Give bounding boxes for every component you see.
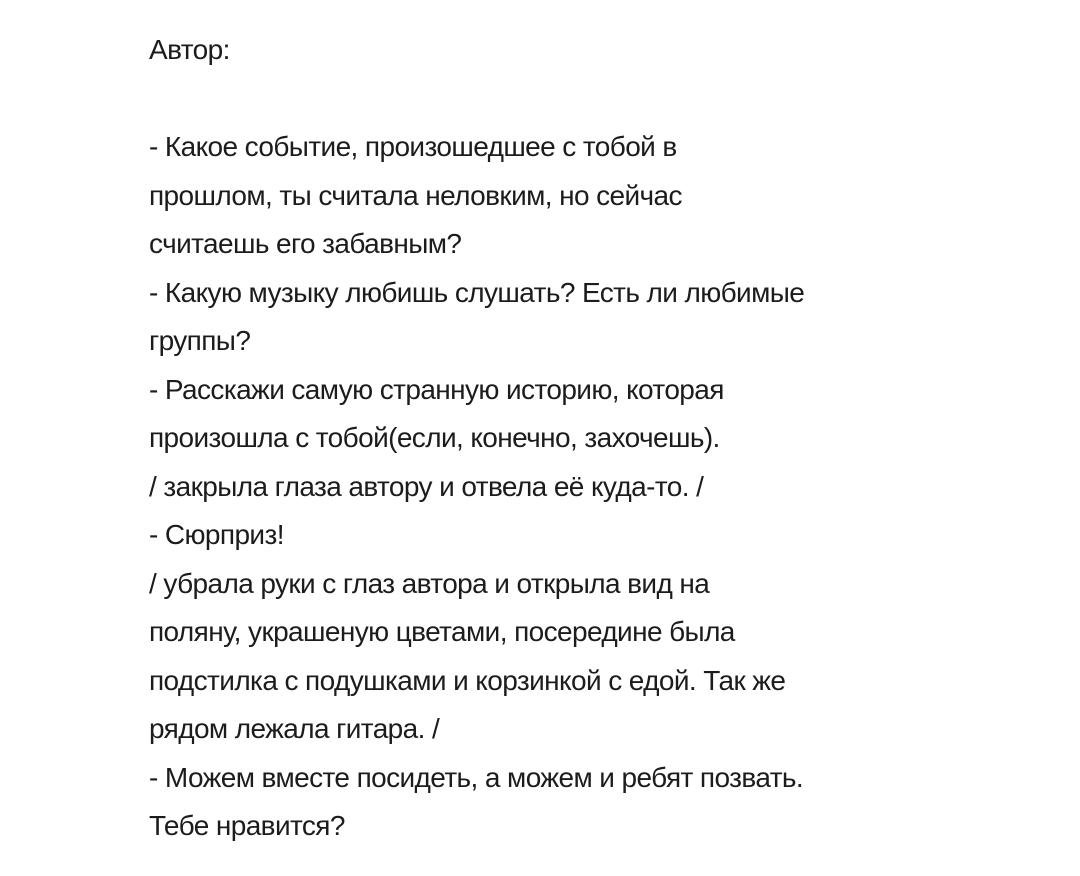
text-line: рядом лежала гитара. / — [149, 713, 440, 744]
text-line: прошлом, ты считала неловким, но сейчас — [149, 179, 682, 211]
blank-line — [149, 75, 1029, 124]
text-block — [149, 26, 1029, 851]
text-line: / закрыла глаза автору и отвела её куда-то. / — [149, 470, 704, 502]
text-line: - Какое событие, произошедшее с тобой в — [149, 131, 677, 162]
author-heading: Автор: — [149, 34, 230, 65]
text-line: Тебе нравится? — [149, 810, 345, 841]
text-line: - Расскажи самую странную историю, которая — [149, 373, 724, 405]
text-line: - Можем вместе посидеть, а можем и ребят позвать. — [149, 761, 804, 793]
text-line: - Какую музыку любишь слушать? Есть ли любимые — [149, 276, 805, 308]
text-line: / убрала руки с глаз автора и открыла вид на — [149, 567, 710, 599]
text-line: произошла с тобой(если, конечно, захочешь). — [149, 422, 720, 453]
text-line: группы? — [149, 325, 251, 356]
text-line: поляну, украшеную цветами, посередине была — [149, 616, 735, 647]
text-line: подстилка с подушками и корзинкой с едой. Так же — [149, 664, 786, 696]
text-line: - Сюрприз! — [149, 519, 284, 550]
text-line: считаешь его забавным? — [149, 228, 462, 259]
